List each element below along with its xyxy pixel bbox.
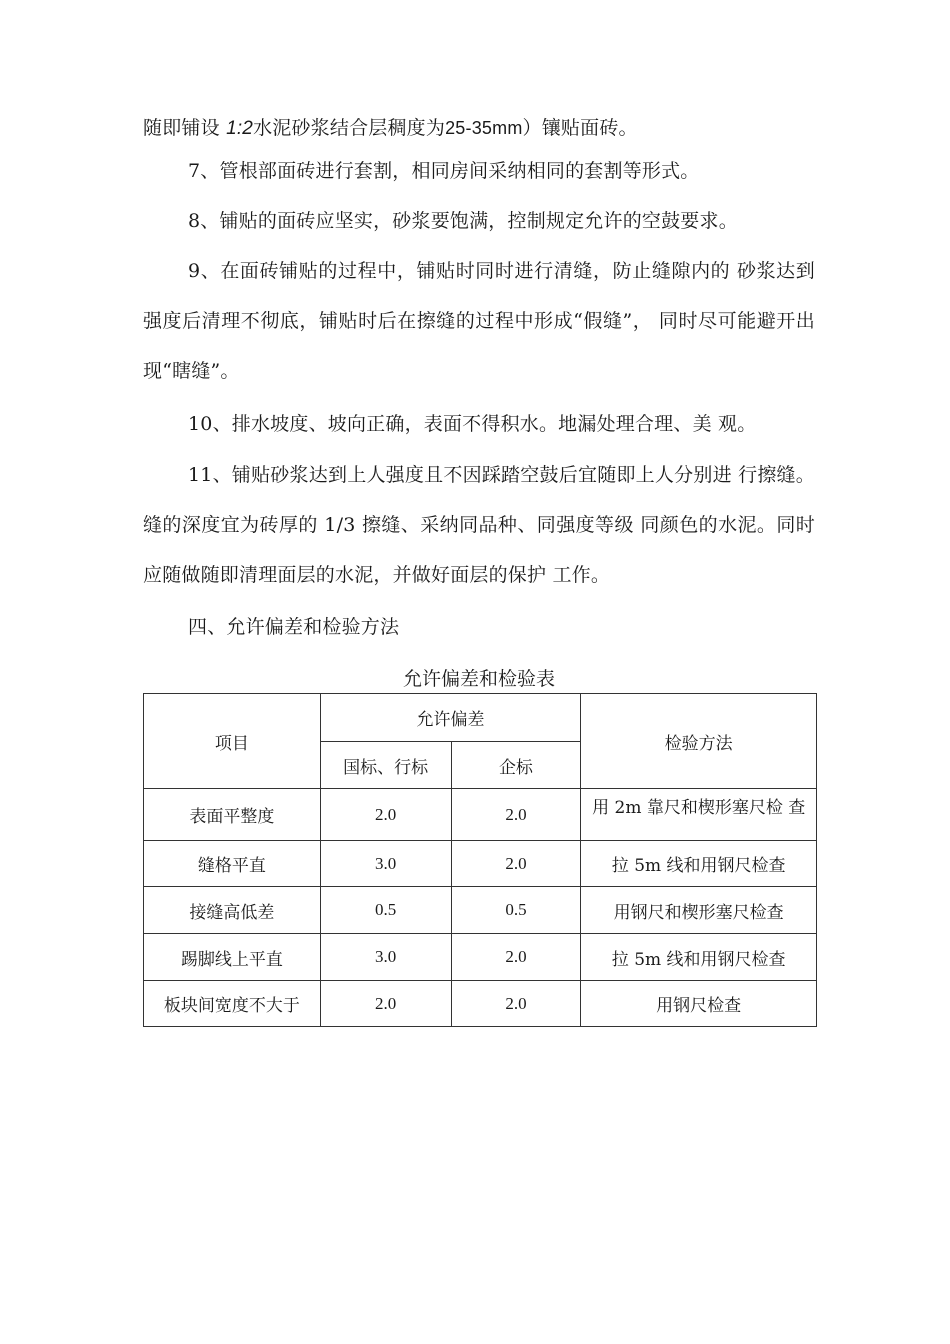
text-run: 随即铺设 <box>143 117 220 139</box>
section-heading-4: 四、允许偏差和检验方法 <box>188 616 400 638</box>
cell-national: 3.0 <box>320 934 451 981</box>
cell-item: 踢脚线上平直 <box>144 934 321 981</box>
paragraph-11: 11、铺贴砂浆达到上人强度且不因踩踏空鼓后宜随即上人分别进 行擦缝。缝的深度宜为砖厚的 1/3 擦缝、采纳同品种、同强度等级 同颜色的水泥。同时应随做随即清理面层的水泥，并做好面层的保护 工作。 <box>143 464 815 586</box>
cell-method: 用钢尺和楔形塞尺检查 <box>581 887 817 934</box>
cell-national: 2.0 <box>320 981 451 1027</box>
table-row <box>144 934 817 981</box>
header-enterprise: 企标 <box>451 742 581 789</box>
header-method: 检验方法 <box>581 694 817 789</box>
cell-method: 用钢尺检查 <box>581 981 817 1027</box>
cell-method: 拉 5m 线和用钢尺检查 <box>581 841 817 887</box>
cell-national: 2.0 <box>320 789 451 841</box>
cell-enterprise: 2.0 <box>451 841 581 887</box>
cell-enterprise: 2.0 <box>451 789 581 841</box>
table-title: 允许偏差和检验表 <box>402 668 555 690</box>
table-row <box>144 841 817 887</box>
cell-enterprise: 2.0 <box>451 934 581 981</box>
cell-item: 接缝高低差 <box>144 887 321 934</box>
cell-method: 拉 5m 线和用钢尺检查 <box>581 934 817 981</box>
text-run: 水泥砂浆结合层稠度为 <box>253 117 446 139</box>
header-tolerance: 允许偏差 <box>320 694 581 742</box>
header-national: 国标、行标 <box>320 742 451 789</box>
cell-method: 用 2m 靠尺和楔形塞尺检 查 <box>581 789 817 841</box>
cell-national: 0.5 <box>320 887 451 934</box>
table-row <box>144 981 817 1027</box>
paragraph-8: 8、铺贴的面砖应坚实，砂浆要饱满，控制规定允许的空鼓要求。 <box>188 210 738 232</box>
ratio-text: 1:2 <box>226 118 254 139</box>
text-run: ）镶贴面砖。 <box>522 117 638 139</box>
paragraph-9: 9、在面砖铺贴的过程中，铺贴时同时进行清缝，防止缝隙内的 砂浆达到强度后清理不彻底，铺贴时后在擦缝的过程中形成“假缝”， 同时尽可能避开出现“瞎缝”。 <box>143 260 815 382</box>
range-text: 25-35mm <box>445 118 523 138</box>
header-item: 项目 <box>144 694 321 789</box>
table-row <box>144 887 817 934</box>
cell-item: 表面平整度 <box>144 789 321 841</box>
cell-item: 缝格平直 <box>144 841 321 887</box>
paragraph-10: 10、排水坡度、坡向正确，表面不得积水。地漏处理合理、美 观。 <box>188 413 757 435</box>
cell-item: 板块间宽度不大于 <box>144 981 321 1027</box>
tolerance-table <box>143 693 817 1027</box>
cell-national: 3.0 <box>320 841 451 887</box>
cell-enterprise: 2.0 <box>451 981 581 1027</box>
paragraph-7: 7、管根部面砖进行套割，相同房间采纳相同的套割等形式。 <box>188 160 700 182</box>
cell-enterprise: 0.5 <box>451 887 581 934</box>
table-row <box>144 789 817 841</box>
